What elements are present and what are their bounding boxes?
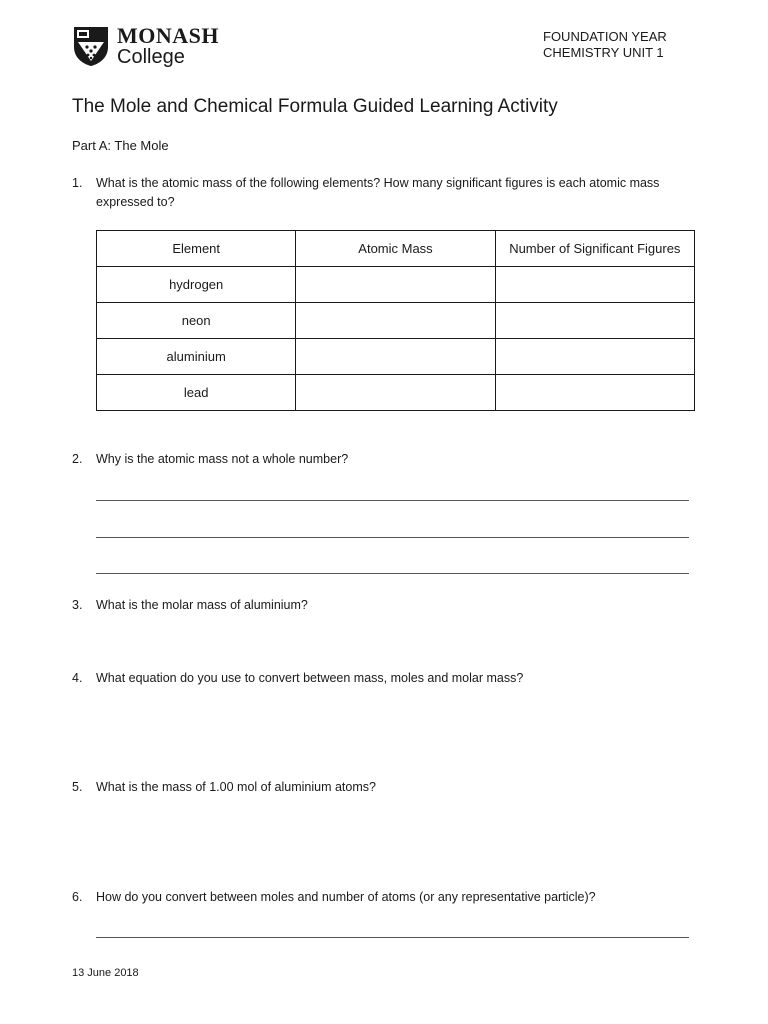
question-number: 5. xyxy=(72,780,83,794)
sig-figs-cell[interactable] xyxy=(495,267,694,303)
section-heading: Part A: The Mole xyxy=(72,138,169,153)
header-line-2: CHEMISTRY UNIT 1 xyxy=(543,45,664,60)
atomic-mass-cell[interactable] xyxy=(296,303,495,339)
sig-figs-cell[interactable] xyxy=(495,375,694,411)
logo-wordmark-monash: MONASH xyxy=(117,23,219,48)
element-cell: aluminium xyxy=(97,339,296,375)
atomic-mass-cell[interactable] xyxy=(296,339,495,375)
question-number: 6. xyxy=(72,890,83,904)
element-cell: lead xyxy=(97,375,296,411)
column-header-element: Element xyxy=(97,231,296,267)
column-header-sig-figs: Number of Significant Figures xyxy=(495,231,694,267)
header-line-1: FOUNDATION YEAR xyxy=(543,29,667,44)
course-header xyxy=(543,29,667,61)
page-title: The Mole and Chemical Formula Guided Learning Activity xyxy=(72,96,558,117)
sig-figs-cell[interactable] xyxy=(495,303,694,339)
table-row xyxy=(97,375,695,411)
shield-crest-icon xyxy=(72,25,110,67)
answer-line[interactable] xyxy=(96,573,689,574)
question-text: What is the mass of 1.00 mol of aluminium atoms? xyxy=(96,780,376,794)
question-text: Why is the atomic mass not a whole number? xyxy=(96,452,349,466)
sig-figs-cell[interactable] xyxy=(495,339,694,375)
answer-line[interactable] xyxy=(96,500,689,501)
question-text: What is the atomic mass of the following elements? How many significant figures is each atomic mass expressed to? xyxy=(96,176,660,209)
element-cell: neon xyxy=(97,303,296,339)
question-text: How do you convert between moles and number of atoms (or any representative particle)? xyxy=(96,890,596,904)
question-number: 1. xyxy=(72,176,83,190)
monash-college-logo xyxy=(72,25,232,71)
column-header-atomic-mass: Atomic Mass xyxy=(296,231,495,267)
question-text: What equation do you use to convert between mass, moles and molar mass? xyxy=(96,671,524,685)
logo-wordmark-college: College xyxy=(117,46,185,68)
atomic-mass-cell[interactable] xyxy=(296,375,495,411)
question-number: 2. xyxy=(72,452,83,466)
answer-line[interactable] xyxy=(96,537,689,538)
table-row xyxy=(97,267,695,303)
table-header-row xyxy=(97,231,695,267)
table-row xyxy=(97,339,695,375)
atomic-mass-table xyxy=(96,230,695,411)
question-text: What is the molar mass of aluminium? xyxy=(96,598,308,612)
footer-date: 13 June 2018 xyxy=(72,967,139,979)
answer-line[interactable] xyxy=(96,937,689,938)
table-row xyxy=(97,303,695,339)
question-number: 4. xyxy=(72,671,83,685)
atomic-mass-cell[interactable] xyxy=(296,267,495,303)
question-number: 3. xyxy=(72,598,83,612)
element-cell: hydrogen xyxy=(97,267,296,303)
